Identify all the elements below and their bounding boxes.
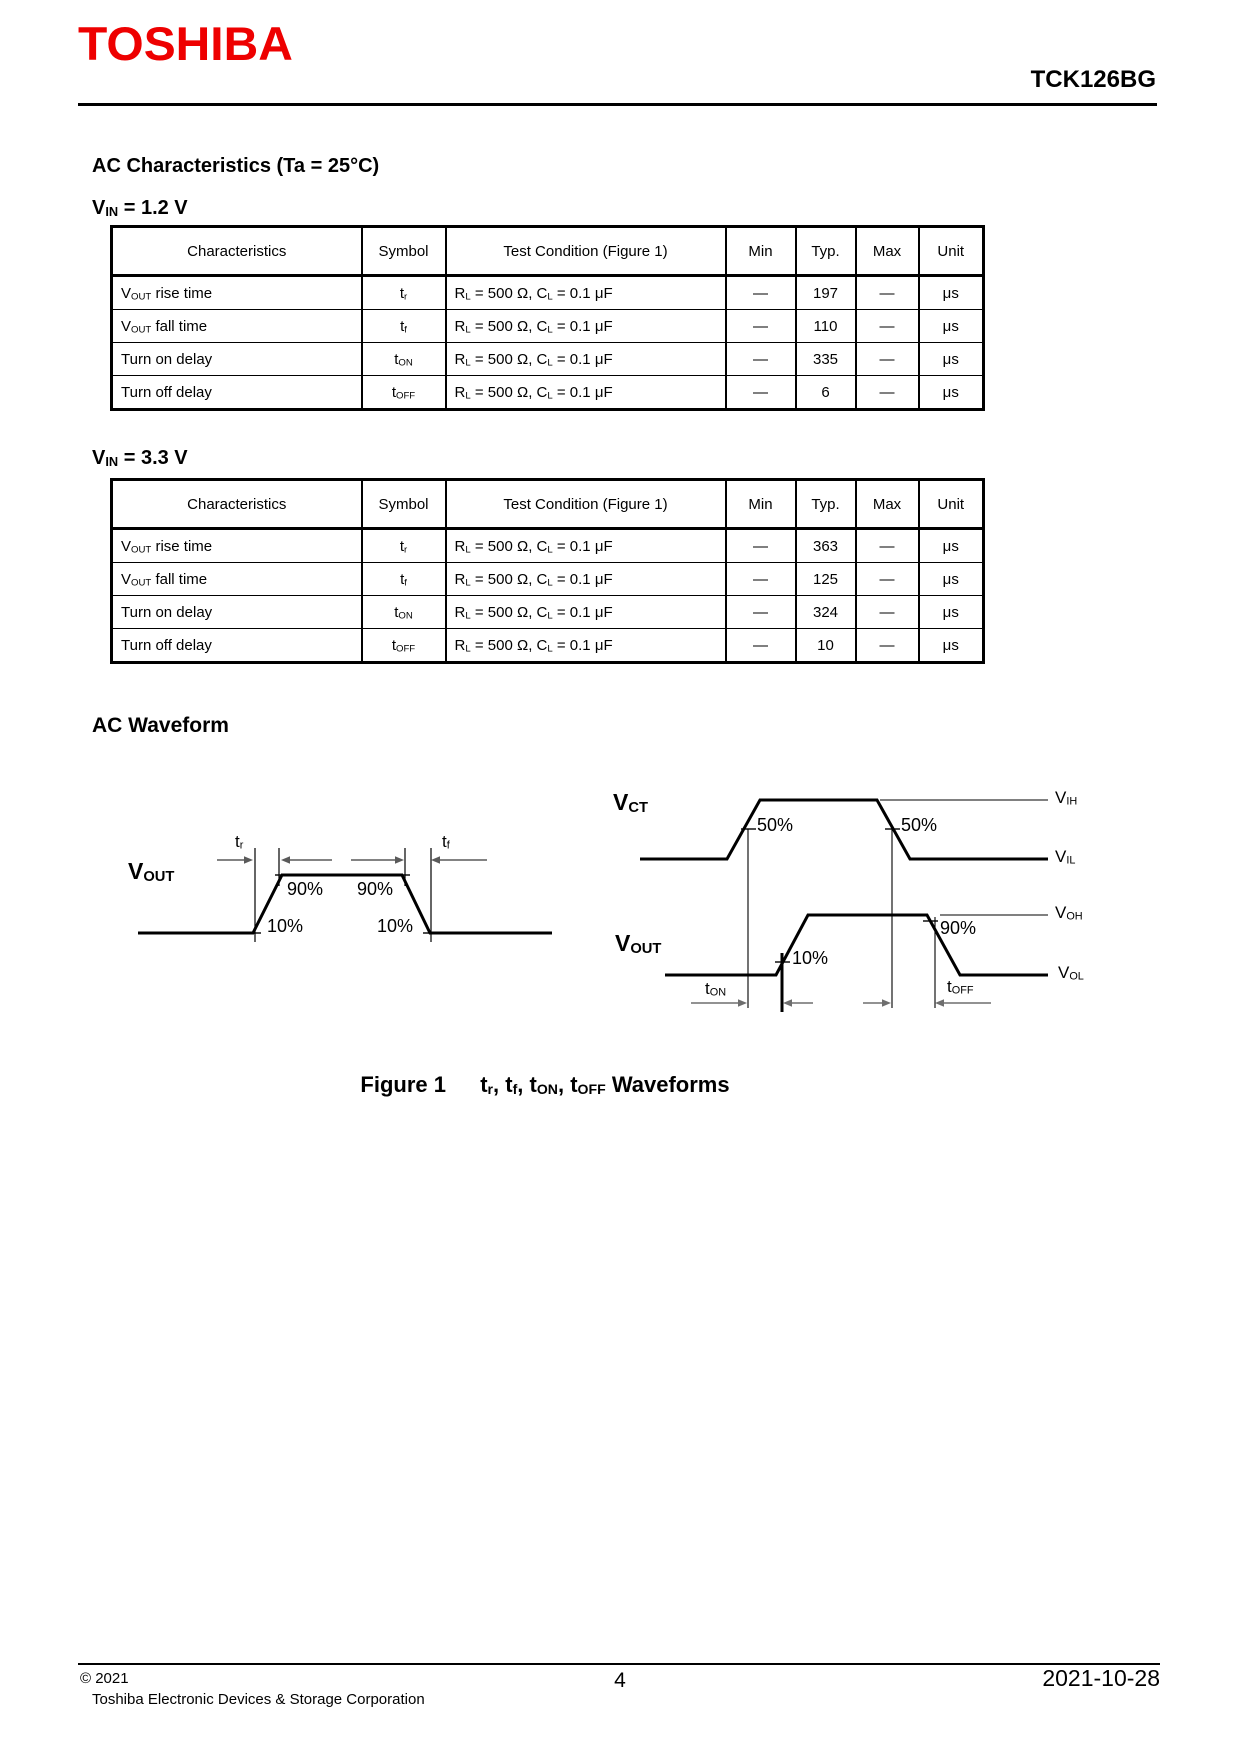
cell-max: — [856,629,919,663]
cell-characteristic: Turn on delay [112,596,362,629]
caption-tr: $t_r$ [480,1072,494,1097]
cell-symbol: $t_{ON}$ [362,343,446,376]
cell-typ: 335 [796,343,856,376]
cell-unit: μs [919,529,984,563]
cell-characteristic: Turn off delay [112,629,362,663]
subheading-vin-3v3 [92,447,188,470]
percent-10-fall-label: 10% [377,916,414,936]
table-row [112,596,984,629]
footer-page-number: 4 [614,1669,626,1692]
tf-label: $t_f$ [442,832,450,852]
vin-value: = 3.3 V [118,447,188,469]
vih-level-label: $V_{IH}$ [1055,788,1078,808]
section-title-ac-waveform: AC Waveform [92,714,229,737]
footer-copyright: © 2021 [80,1670,129,1687]
cell-symbol: $t_f$ [362,563,446,596]
footer-date: 2021-10-28 [1042,1665,1160,1691]
col-unit: Unit [919,227,984,276]
cell-max: — [856,310,919,343]
cell-test-condition: $R_L = 500$ Ω, $C_L = 0.1$ μF [446,529,726,563]
section-title-ac-characteristics: AC Characteristics (Ta = 25°C) [92,155,380,177]
percent-90-rise-label: 90% [287,879,324,899]
cell-characteristic: $V_{OUT}$ rise time [112,276,362,310]
col-max: Max [856,480,919,529]
cell-symbol: $t_r$ [362,276,446,310]
table-row [112,376,984,410]
table-header-row [112,227,984,276]
cell-max: — [856,596,919,629]
col-symbol: Symbol [362,480,446,529]
cell-characteristic: $V_{OUT}$ rise time [112,529,362,563]
cell-min: — [726,629,796,663]
cell-symbol: $t_r$ [362,529,446,563]
cell-typ: 324 [796,596,856,629]
caption-suffix: Waveforms [611,1072,730,1097]
col-test-condition: Test Condition (Figure 1) [446,227,726,276]
part-number: TCK126BG [1030,66,1156,93]
cell-test-condition: $R_L = 500$ Ω, $C_L = 0.1$ μF [446,629,726,663]
col-test-condition: Test Condition (Figure 1) [446,480,726,529]
cell-max: — [856,343,919,376]
cell-min: — [726,376,796,410]
table-row [112,629,984,663]
table-header-row [112,480,984,529]
cell-characteristic: $V_{OUT}$ fall time [112,310,362,343]
vin-symbol: V [92,197,106,219]
cell-test-condition: $R_L = 500$ Ω, $C_L = 0.1$ μF [446,376,726,410]
cell-typ: 363 [796,529,856,563]
waveform-figure-ton-toff [545,785,1210,1030]
col-typ: Typ. [796,227,856,276]
toshiba-logo: TOSHIBA [78,17,293,70]
waveform-figure-tr-tf [95,830,565,965]
ac-characteristics-table-3v3 [110,478,985,664]
vol-level-label: $V_{OL}$ [1058,963,1084,983]
cell-characteristic: Turn off delay [112,376,362,410]
figure-caption: Figure 1 $t_r$, $t_f$, $t_{ON}$, $t_{OFF}$ Waveforms [360,1072,730,1097]
col-characteristics: Characteristics [112,480,362,529]
cell-characteristic: Turn on delay [112,343,362,376]
cell-test-condition: $R_L = 500$ Ω, $C_L = 0.1$ μF [446,310,726,343]
cell-min: — [726,563,796,596]
toff-label: $t_{OFF}$ [947,977,974,997]
cell-unit: μs [919,629,984,663]
table-row [112,276,984,310]
cell-symbol: $t_{OFF}$ [362,376,446,410]
percent-50-fall-label: 50% [901,815,938,835]
cell-max: — [856,563,919,596]
percent-90-fall-label: 90% [357,879,394,899]
vout-signal-label: $V_{OUT}$ [128,858,175,886]
cell-typ: 6 [796,376,856,410]
percent-50-rise-label: 50% [757,815,794,835]
cell-unit: μs [919,376,984,410]
col-min: Min [726,480,796,529]
vin-symbol: V [92,447,106,469]
caption-tf: $t_f$ [505,1072,518,1097]
vin-value: = 1.2 V [118,197,188,219]
cell-min: — [726,343,796,376]
vin-subscript: IN [105,203,119,219]
table-row [112,343,984,376]
cell-symbol: $t_{OFF}$ [362,629,446,663]
col-unit: Unit [919,480,984,529]
cell-test-condition: $R_L = 500$ Ω, $C_L = 0.1$ μF [446,563,726,596]
col-min: Min [726,227,796,276]
tr-tf-waveform-drawing [95,830,565,965]
cell-max: — [856,376,919,410]
table-row [112,529,984,563]
cell-characteristic: $V_{OUT}$ fall time [112,563,362,596]
cell-unit: μs [919,276,984,310]
cell-unit: μs [919,596,984,629]
ac-characteristics-table-1v2 [110,225,985,411]
cell-test-condition: $R_L = 500$ Ω, $C_L = 0.1$ μF [446,343,726,376]
vil-level-label: $V_{IL}$ [1055,847,1076,867]
col-characteristics: Characteristics [112,227,362,276]
cell-unit: μs [919,343,984,376]
caption-toff: $t_{OFF}$ [570,1072,606,1097]
percent-10-label: 10% [792,948,829,968]
cell-typ: 197 [796,276,856,310]
footer-rule [78,1663,1160,1665]
cell-min: — [726,529,796,563]
table-row [112,310,984,343]
percent-90-label: 90% [940,918,977,938]
cell-typ: 110 [796,310,856,343]
cell-min: — [726,596,796,629]
vct-signal-label: $V_{CT}$ [613,789,648,817]
tr-label: $t_r$ [235,832,244,852]
ton-label: $t_{ON}$ [705,979,727,999]
cell-unit: μs [919,310,984,343]
ton-toff-waveform-drawing [545,785,1210,1030]
table-row [112,563,984,596]
header-rule [78,103,1157,106]
caption-ton: $t_{ON}$ [529,1072,558,1097]
cell-max: — [856,276,919,310]
cell-symbol: $t_f$ [362,310,446,343]
subheading-vin-1v2 [92,197,188,220]
footer-company: Toshiba Electronic Devices & Storage Corporation [92,1691,425,1708]
cell-max: — [856,529,919,563]
cell-symbol: $t_{ON}$ [362,596,446,629]
cell-min: — [726,310,796,343]
figure-number: Figure 1 [360,1072,446,1097]
vout-signal-label: $V_{OUT}$ [615,930,662,958]
percent-10-rise-label: 10% [267,916,304,936]
cell-typ: 125 [796,563,856,596]
cell-test-condition: $R_L = 500$ Ω, $C_L = 0.1$ μF [446,276,726,310]
cell-min: — [726,276,796,310]
cell-test-condition: $R_L = 500$ Ω, $C_L = 0.1$ μF [446,596,726,629]
col-symbol: Symbol [362,227,446,276]
cell-unit: μs [919,563,984,596]
voh-level-label: $V_{OH}$ [1055,903,1083,923]
col-max: Max [856,227,919,276]
vin-subscript: IN [105,453,119,469]
col-typ: Typ. [796,480,856,529]
cell-typ: 10 [796,629,856,663]
